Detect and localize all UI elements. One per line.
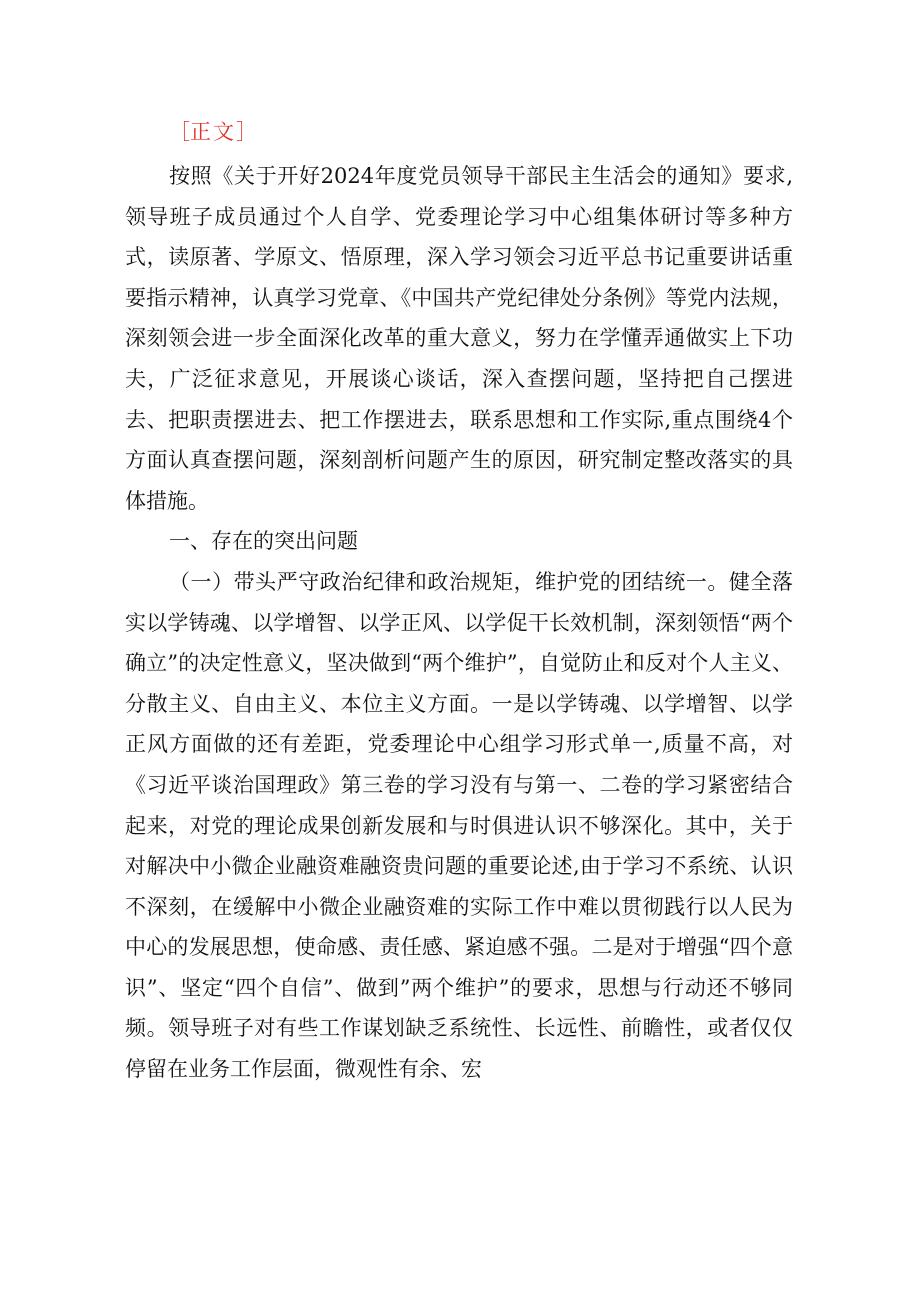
intro-paragraph: 按照《关于开好2024年度党员领导干部民主生活会的通知》要求,领导班子成员通过个人自学、党委理论学习中心组集体研讨等多种方式，读原著、学原文、悟原理，深入学习领会习近平总书记重要讲话重要指示精神，认真学习党章、《中国共产党纪律处分条例》等党内法规，深刻领会进一步全面深化改革的重大意义，努力在学懂弄通做实上下功夫，广泛征求意见，开展谈心谈话，深入查摆问题，坚持把自己摆进去、把职责摆进去、把工作摆进去，联系思想和工作实际,重点围绕4个方面认真查摆问题，深刻剖析问题产生的原因，研究制定整改落实的具体措施。: [125, 164, 793, 513]
document-body: [125, 112, 793, 1090]
tag-label: 正文: [190, 120, 236, 144]
section-heading: 一、存在的突出问题: [169, 529, 358, 554]
section-tag: [125, 112, 793, 152]
tag-open-bracket: ［: [169, 120, 190, 144]
tag-close-bracket: ］: [236, 120, 257, 144]
body-paragraph: （一）带头严守政治纪律和政治规矩，维护党的团结统一。健全落实以学铸魂、以学增智、以学正风、以学促干长效机制，深刻领悟“两个确立”的决定性意义，坚决做到“两个维护”，自觉防止和反对个人主义、分散主义、自由主义、本位主义方面。一是以学铸魂、以学增智、以学正风方面做的还有差距，党委理论中心组学习形式单一,质量不高，对《习近平谈治国理政》第三卷的学习没有与第一、二卷的学习紧密结合起来，对党的理论成果创新发展和与时俱进认识不够深化。其中，关于对解决中小微企业融资难融资贵问题的重要论述,由于学习不系统、认识不深刻，在缓解中小微企业融资难的实际工作中难以贯彻践行以人民为中心的发展思想，使命感、责任感、紧迫感不强。二是对于增强“四个意识”、坚定“四个自信”、做到”两个维护”的要求，思想与行动还不够同频。领导班子对有些工作谋划缺乏系统性、长远性、前瞻性，或者仅仅停留在业务工作层面，微观性有余、宏: [125, 569, 793, 1082]
